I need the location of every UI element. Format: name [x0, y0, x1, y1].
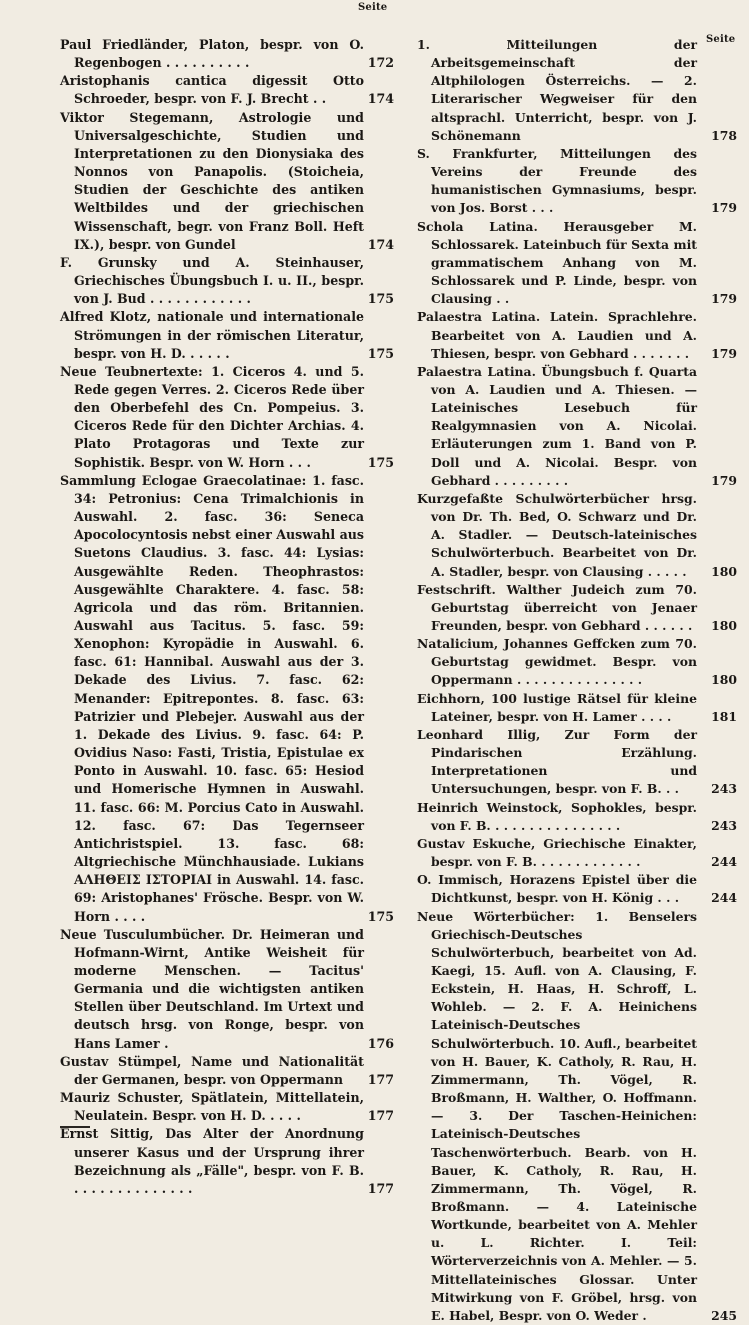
entry-text: Neue Tusculumbücher. Dr. Heimeran und Hofmann-Wirnt, Antike Weisheit für moderne Menschen. — Tacitus' Germania und die wichtigsten antiken Stellen über Deutschland. Im Urtext und deutsch hrsg. von Ronge, bespr. von Hans Lamer .	[60, 927, 364, 1051]
entry-page-number: 244	[711, 889, 737, 907]
entry-text: F. Grunsky und A. Steinhauser, Griechisches Übungsbuch I. u. II., bespr. von J. Bud . . . . . . . . . . . .	[60, 255, 364, 306]
index-entry	[60, 308, 400, 362]
entry-page-number: 172	[368, 54, 394, 72]
entry-page-number: 177	[368, 1180, 394, 1198]
entry-page-number: 176	[368, 1035, 394, 1053]
index-entry	[60, 72, 400, 108]
entry-text: 1. Mitteilungen der Arbeitsgemeinschaft der Altphilologen Österreichs. — 2. Literarischer Wegweiser für den altsprachl. Unterricht, bespr. von J. Schönemann	[417, 37, 697, 143]
entry-text: Gustav Eskuche, Griechische Einakter, bespr. von F. B. . . . . . . . . . . . .	[417, 836, 697, 869]
entry-page-number: 174	[368, 236, 394, 254]
index-entry	[417, 871, 737, 907]
entry-page-number: 174	[368, 90, 394, 108]
entry-text: Palaestra Latina. Übungsbuch f. Quarta von A. Laudien und A. Thiesen. — Lateinisches Lesebuch für Realgymnasien von A. Nicolai. Erläuterungen zum 1. Band von P. Doll und A. Nicolai. Bespr. von Gebhard . . . . . . . . .	[417, 364, 697, 488]
entry-text: Kurzgefaßte Schulwörterbücher hrsg. von Dr. Th. Bed, O. Schwarz und Dr. A. Stadler. — Deutsch-lateinisches Schulwörterbuch. Bearbeitet von Dr. A. Stadler, bespr. von Clausing . . . . .	[417, 491, 697, 579]
entry-page-number: 179	[711, 345, 737, 363]
entry-text: Viktor Stegemann, Astrologie und Universalgeschichte, Studien und Interpretationen zu den Dionysiaka des Nonnos von Panapolis. (Stoicheia, Studien der Geschichte des antiken Weltbildes und der griechischen Wissenschaft, begr. von Franz Boll. Heft IX.), bespr. von Gundel	[60, 110, 364, 252]
entry-page-number: 181	[711, 708, 737, 726]
page-number-fragment	[60, 1126, 90, 1134]
index-entry	[417, 635, 737, 689]
entry-text: Heinrich Weinstock, Sophokles, bespr. von F. B. . . . . . . . . . . . . . . .	[417, 800, 697, 833]
index-entry	[417, 363, 737, 490]
entry-text: Mauriz Schuster, Spätlatein, Mittellatein, Neulatein. Bespr. von H. D. . . . .	[60, 1090, 364, 1123]
entry-page-number: 245	[711, 1307, 737, 1325]
left-column	[60, 36, 400, 1198]
index-entry	[60, 109, 400, 254]
entry-text: Ernst Sittig, Das Alter der Anordnung unserer Kasus und der Ursprung ihrer Bezeichnung als „Fälle", bespr. von F. B. . . . . . . . . . . . . . .	[60, 1126, 364, 1195]
entry-page-number: 179	[711, 290, 737, 308]
index-entry	[417, 490, 737, 581]
index-entry	[60, 254, 400, 308]
entry-text: Neue Teubnertexte: 1. Ciceros 4. und 5. Rede gegen Verres. 2. Ciceros Rede über den Oberbefehl des Cn. Pompeius. 3. Ciceros Rede für den Dichter Archias. 4. Plato Protagoras und Texte zur Sophistik. Bespr. von W. Horn . . .	[60, 364, 364, 470]
entry-page-number: 177	[368, 1107, 394, 1125]
index-entry	[417, 835, 737, 871]
entry-page-number: 243	[711, 780, 737, 798]
entry-page-number: 175	[368, 345, 394, 363]
seite-header-left: Seite	[358, 2, 387, 13]
index-entry	[417, 690, 737, 726]
entry-text: Alfred Klotz, nationale und internationale Strömungen in der römischen Literatur, bespr. von H. D. . . . . .	[60, 309, 364, 360]
index-entry	[417, 726, 737, 799]
entry-page-number: 244	[711, 853, 737, 871]
right-column	[417, 36, 737, 1325]
entry-text: Leonhard Illig, Zur Form der Pindarischen Erzählung. Interpretationen und Untersuchungen, bespr. von F. B. . .	[417, 727, 697, 796]
entry-text: Eichhorn, 100 lustige Rätsel für kleine Lateiner, bespr. von H. Lamer . . . .	[417, 691, 697, 724]
index-entry	[417, 36, 737, 145]
entry-page-number: 180	[711, 671, 737, 689]
entry-text: Sammlung Eclogae Graecolatinae: 1. fasc. 34: Petronius: Cena Trimalchionis in Auswahl. 2. fasc. 36: Seneca Apocolocyntosis nebst einer Auswahl aus Suetons Claudius. 3. fasc. 44: Lysias: Ausgewählte Reden. Theophrastos: Ausgewählte Charaktere. 4. fasc. 58: Agricola und das röm. Britannien. Auswahl aus Tacitus. 5. fasc. 59: Xenophon: Kyropädie in Auswahl. 6. fasc. 61: Hannibal. Auswahl aus der 3. Dekade des Livius. 7. fasc. 62: Menander: Epitrepontes. 8. fasc. 63: Patrizier und Plebejer. Auswahl aus der 1. Dekade des Livius. 9. fasc. 64: P. Ovidius Naso: Fasti, Tristia, Epistulae ex Ponto in Auswahl. 10. fasc. 65: Hesiod und Homerische Hymnen in Auswahl. 11. fasc. 66: M. Porcius Cato in Auswahl. 12. fasc. 67: Das Tegernseer Antichristspiel. 13. fasc. 68: Altgriechische Münchhausiade. Lukians ΑΛΗΘΕΙΣ ΙΣΤΟΡΙΑΙ in Auswahl. 14. fasc. 69: Aristophanes' Frösche. Bespr. von W. Horn . . . .	[60, 473, 364, 924]
entry-page-number: 177	[368, 1071, 394, 1089]
entry-page-number: 179	[711, 472, 737, 490]
index-entry	[60, 1125, 400, 1198]
entry-text: Schola Latina. Herausgeber M. Schlossarek. Lateinbuch für Sexta mit grammatischem Anhang von M. Schlossarek und P. Linde, bespr. von Clausing . .	[417, 219, 697, 307]
index-entry	[417, 908, 737, 1325]
index-entry	[60, 472, 400, 926]
entry-page-number: 175	[368, 908, 394, 926]
index-entry	[60, 36, 400, 72]
entry-page-number: 175	[368, 290, 394, 308]
index-entry	[417, 799, 737, 835]
entry-text: O. Immisch, Horazens Epistel über die Dichtkunst, bespr. von H. König . . .	[417, 872, 697, 905]
entry-text: Neue Wörterbücher: 1. Benselers Griechisch-Deutsches Schulwörterbuch, bearbeitet von Ad. Kaegi, 15. Aufl. von A. Clausing, F. Eckstein, H. Haas, H. Schroff, L. Wohleb. — 2. F. A. Heinichens Lateinisch-Deutsches Schulwörterbuch. 10. Aufl., bearbeitet von H. Bauer, K. Catholy, R. Rau, H. Zimmermann, Th. Vögel, R. Broßmann, H. Walther, O. Hoffmann. — 3. Der Taschen-Heinichen: Lateinisch-Deutsches Taschenwörterbuch. Bearb. von H. Bauer, K. Catholy, R. Rau, H. Zimmermann, Th. Vögel, R. Broßmann. — 4. Lateinische Wortkunde, bearbeitet von A. Mehler u. L. Richter. I. Teil: Wörterverzeichnis von A. Mehler. — 5. Mittellateinisches Glossar. Unter Mitwirkung von F. Gröbel, hrsg. von E. Habel, Bespr. von O. Weder .	[417, 909, 697, 1323]
entry-page-number: 180	[711, 617, 737, 635]
entry-text: Paul Friedländer, Platon, bespr. von O. Regenbogen . . . . . . . . . .	[60, 37, 364, 70]
entry-text: Palaestra Latina. Latein. Sprachlehre. Bearbeitet von A. Laudien und A. Thiesen, bespr. von Gebhard . . . . . . .	[417, 309, 697, 360]
entry-text: Natalicium, Johannes Geffcken zum 70. Geburtstag gewidmet. Bespr. von Oppermann . . . . . . . . . . . . . . .	[417, 636, 697, 687]
index-entry	[60, 363, 400, 472]
entry-text: Festschrift. Walther Judeich zum 70. Geburtstag überreicht von Jenaer Freunden, bespr. von Gebhard . . . . . .	[417, 582, 697, 633]
entry-page-number: 178	[711, 127, 737, 145]
index-entry	[60, 1053, 400, 1089]
entry-text: S. Frankfurter, Mitteilungen des Vereins der Freunde des humanistischen Gymnasiums, bespr. von Jos. Borst . . .	[417, 146, 697, 215]
entry-text: Aristophanis cantica digessit Otto Schroeder, bespr. von F. J. Brecht . .	[60, 73, 364, 106]
entry-page-number: 180	[711, 563, 737, 581]
index-entry	[417, 581, 737, 635]
index-entry	[417, 308, 737, 362]
index-entry	[60, 1089, 400, 1125]
seite-header-right: Seite	[706, 34, 735, 45]
index-entry	[60, 926, 400, 1053]
entry-page-number: 243	[711, 817, 737, 835]
index-entry	[417, 218, 737, 309]
entry-text: Gustav Stümpel, Name und Nationalität der Germanen, bespr. von Oppermann	[60, 1054, 364, 1087]
entry-page-number: 175	[368, 454, 394, 472]
entry-page-number: 179	[711, 199, 737, 217]
index-entry	[417, 145, 737, 218]
